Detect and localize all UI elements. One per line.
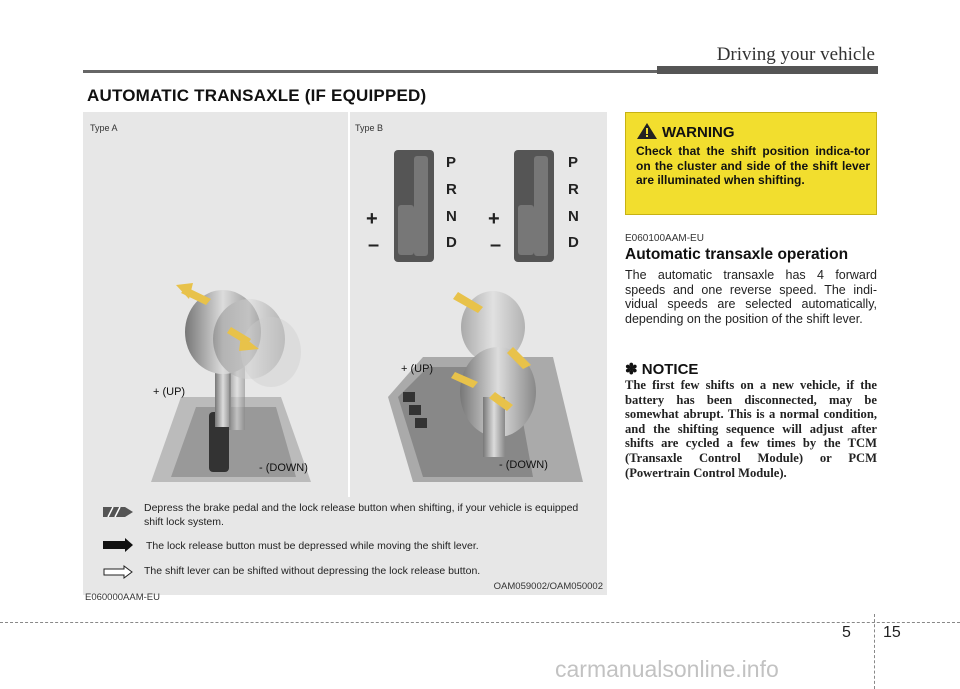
type-a-down-label: - (DOWN)	[259, 462, 308, 474]
legend-text-3: The shift lever can be shifted without depressing the lock release button.	[144, 565, 481, 577]
type-a-up-label: + (UP)	[153, 386, 186, 398]
footer-divider	[874, 614, 875, 689]
chapter-number: 5	[842, 624, 851, 641]
figure-divider	[348, 112, 350, 497]
warning-title: WARNING	[662, 124, 735, 141]
type-b-shift-lever-illustration	[383, 287, 588, 487]
footer-rule	[0, 622, 960, 623]
legend-text-1: Depress the brake pedal and the lock release button when shifting, if your vehicle is equipped shift lock system.	[144, 502, 579, 528]
image-code: OAM059002/OAM050002	[493, 581, 603, 592]
type-a-shift-lever-illustration	[111, 277, 346, 492]
gate-diagram-2	[514, 150, 554, 262]
gate-diagram-1	[394, 150, 434, 262]
watermark: carmanualsonline.info	[555, 656, 779, 682]
code-left: E060000AAM-EU	[85, 592, 160, 603]
section-title: Driving your vehicle	[716, 44, 875, 65]
shift-lever-figure: Type A Type B + (UP) - (DOWN) P R N D + – P R N D + – + (UP) - (DOWN) Depress the brake pedal and the lock release button when shifting, if your vehicle is equipped shift lock system. The lock release button must be depressed while moving the shift lever. The shift lever can be shifted without depressing the lock release button. OAM059002/OAM050002	[83, 112, 607, 595]
warning-box	[625, 112, 877, 215]
minus-sign-1: –	[368, 234, 380, 256]
section-code: E060100AAM-EU	[625, 233, 704, 244]
notice-text: The first few shifts on a new vehicle, if the battery has been disconnected, may be somewhat abrupt. This is a normal condition, and the shifting sequence will adjust after shifts are cycled a few times by the TCM (Transaxle Control Module) or PCM (Powertrain Control Module).	[625, 378, 877, 480]
header-tab	[657, 66, 878, 74]
section-subtitle: Automatic transaxle operation	[625, 246, 849, 263]
plus-sign-1: +	[366, 208, 378, 230]
outline-arrow-icon	[103, 565, 133, 579]
warning-triangle-icon	[636, 122, 658, 140]
type-b-down-label: - (DOWN)	[499, 459, 548, 471]
solid-arrow-icon	[103, 538, 133, 552]
page-title: AUTOMATIC TRANSAXLE (IF EQUIPPED)	[87, 86, 427, 105]
striped-arrow-icon	[103, 505, 133, 519]
section-body: The automatic transaxle has 4 forward speeds and one reverse speed. The indi-vidual speeds are selected automatically, depending on the position of the shift lever.	[625, 268, 877, 326]
minus-sign-2: –	[490, 234, 502, 256]
type-a-label: Type A	[90, 123, 118, 133]
legend-text-2: The lock release button must be depressed while moving the shift lever.	[146, 540, 479, 552]
type-b-label: Type B	[355, 123, 384, 133]
warning-text: Check that the shift position indica-tor on the cluster and side of the shift lever are illuminated when shifting.	[636, 144, 870, 187]
plus-sign-2: +	[488, 208, 500, 230]
type-b-up-label: + (UP)	[401, 363, 434, 375]
notice-title: ✽ NOTICE	[625, 361, 699, 378]
page-number: 15	[883, 624, 901, 641]
